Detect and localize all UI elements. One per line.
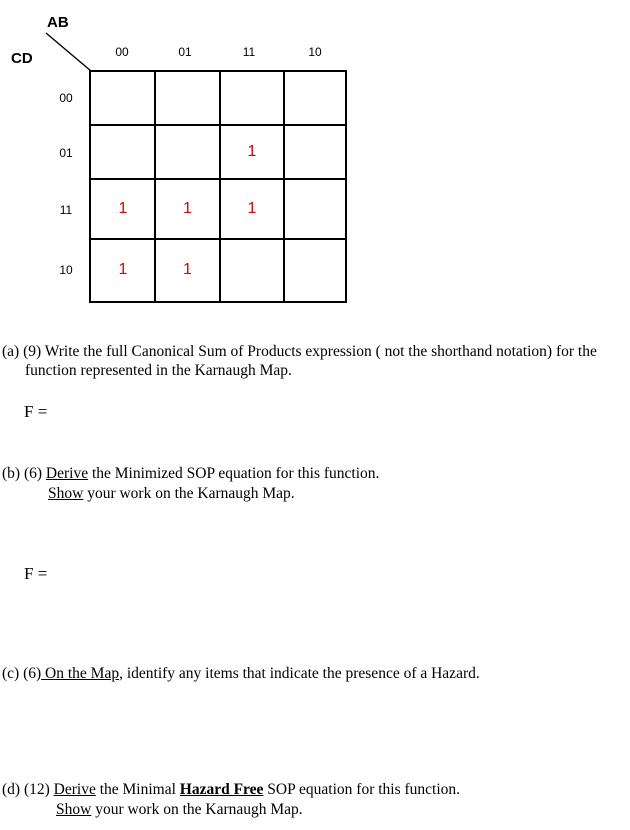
cd-header-10: 10 xyxy=(59,263,73,277)
question-d-line1 xyxy=(2,780,460,799)
question-d-rest: SOP equation for this function. xyxy=(263,781,461,798)
karnaugh-map-grid xyxy=(89,70,347,303)
question-d-show: Show xyxy=(56,801,92,818)
kmap-cell-r00-c00 xyxy=(91,72,155,125)
kmap-cell-r01-c01 xyxy=(155,125,220,179)
ab-header-10: 10 xyxy=(308,45,322,59)
ab-header-11: 11 xyxy=(242,45,256,59)
cd-header-01: 01 xyxy=(59,146,73,160)
question-b-rest: the Minimized SOP equation for this function. xyxy=(88,465,380,482)
question-b-derive: Derive xyxy=(45,465,89,482)
cd-header-00: 00 xyxy=(59,91,73,105)
kmap-cell-r00-c01 xyxy=(155,72,220,125)
question-d-line2-rest: your work on the Karnaugh Map. xyxy=(91,801,303,818)
kmap-cell-r01-c10 xyxy=(284,125,345,179)
question-c-line1 xyxy=(2,664,480,683)
kmap-cell-r11-c00: 1 xyxy=(118,200,128,217)
question-b-line2 xyxy=(48,484,295,503)
kmap-cell-r00-c10 xyxy=(284,72,345,125)
question-d-derive: Derive xyxy=(53,781,96,798)
question-d-mid: the Minimal xyxy=(95,781,180,798)
question-b-line1 xyxy=(2,464,379,483)
question-b-line2-rest: your work on the Karnaugh Map. xyxy=(83,485,295,502)
question-c-on-map: On the Map xyxy=(41,665,120,682)
kmap-cell-r10-c11 xyxy=(220,239,284,301)
question-d-prefix: (d) (12) xyxy=(2,781,54,798)
question-b-prefix: (b) (6) xyxy=(2,465,46,482)
ab-header-01: 01 xyxy=(178,45,192,59)
ab-header-00: 00 xyxy=(115,45,129,59)
ab-variable-label: AB xyxy=(47,14,69,31)
question-c-rest: , identify any items that indicate the presence of a Hazard. xyxy=(119,665,480,682)
kmap-cell-r10-c10 xyxy=(284,239,345,301)
kmap-cell-r10-c01: 1 xyxy=(183,261,192,278)
question-b-show: Show xyxy=(48,485,84,502)
cd-header-11: 11 xyxy=(59,203,73,217)
kmap-cell-r01-c00 xyxy=(91,125,155,179)
question-a-line2: function represented in the Karnaugh Map. xyxy=(25,362,292,379)
cd-variable-label: CD xyxy=(11,50,33,67)
kmap-cell-r11-c10 xyxy=(284,179,345,239)
kmap-cell-r00-c11 xyxy=(220,72,284,125)
kmap-diagonal-divider xyxy=(0,0,100,80)
question-d-line2 xyxy=(56,800,303,819)
answer-a-f-label: F = xyxy=(24,402,48,421)
question-d-hazard-free: Hazard Free xyxy=(179,781,264,798)
answer-b-f-label: F = xyxy=(24,564,48,583)
question-c-prefix: (c) (6) xyxy=(2,665,42,682)
kmap-cell-r11-c01: 1 xyxy=(183,200,192,217)
kmap-cell-r01-c11: 1 xyxy=(247,143,257,160)
question-a-line1: (a) (9) Write the full Canonical Sum of Products expression ( not the shorthand notation) for the xyxy=(2,343,597,360)
kmap-cell-r10-c00: 1 xyxy=(118,261,128,278)
kmap-cell-r11-c11: 1 xyxy=(247,200,257,217)
